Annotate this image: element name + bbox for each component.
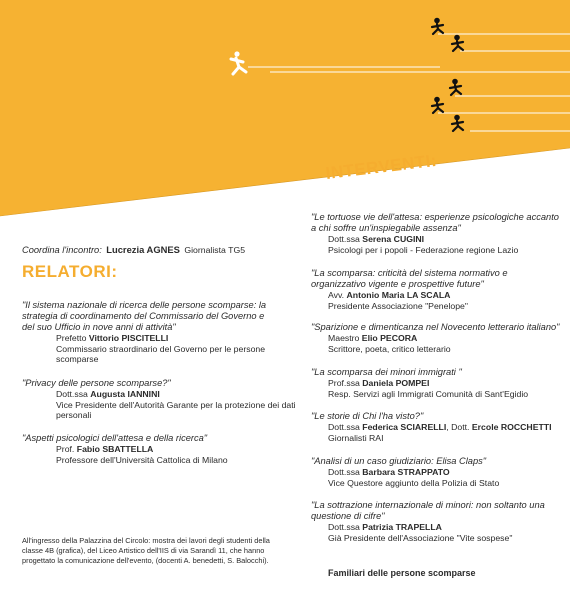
speaker-role: Resp. Servizi agli Immigrati Comunità di Sant'Egidio bbox=[328, 388, 529, 399]
speaker: Dott.ssa Augusta IANNINI bbox=[56, 389, 160, 399]
relatore-item bbox=[22, 378, 296, 421]
talk-title: "Le storie di Chi l'ha visto?" bbox=[311, 411, 424, 421]
intervento-item bbox=[311, 268, 567, 311]
coordina-label: Coordina l'incontro: bbox=[22, 245, 102, 255]
talk-title: "La sottrazione internazionale di minori: non soltanto una bbox=[311, 500, 545, 510]
talk-title: "Analisi di un caso giudiziario: Elisa Claps" bbox=[311, 456, 487, 466]
interventi-heading: INTERVENTI: bbox=[324, 150, 439, 184]
speaker: Dott.ssa Federica SCIARELLI, Dott. Ercole ROCCHETTI bbox=[328, 422, 552, 432]
talk-title: organizzativo vigente e prospettive future" bbox=[311, 279, 484, 289]
relatori-heading: RELATORI: bbox=[22, 262, 118, 281]
talk-title: del suo Ufficio in nove anni di attività" bbox=[22, 322, 176, 332]
relatore-item bbox=[22, 433, 282, 465]
intervento-item bbox=[311, 411, 567, 443]
speaker-role: Presidente Associazione "Penelope" bbox=[328, 300, 468, 311]
talk-title: "Le tortuose vie dell'attesa: esperienze psicologiche accanto bbox=[311, 212, 559, 222]
intervento-item bbox=[311, 500, 567, 543]
talk-title: "La scomparsa dei minori immigrati " bbox=[311, 367, 462, 377]
speaker: Prefetto Vittorio PISCITELLI bbox=[56, 333, 169, 343]
talk-title: "Sparizione e dimenticanza nel Novecento letterario italiano" bbox=[311, 322, 560, 332]
speaker-role: Vice Presidente dell'Autorità Garante per la protezione dei dati bbox=[56, 399, 296, 410]
speaker: Dott.ssa Patrizia TRAPELLA bbox=[328, 522, 442, 532]
speaker-role: scomparse bbox=[56, 354, 99, 364]
speaker-role: Commissario straordinario del Governo per le persone bbox=[56, 343, 266, 354]
speaker-role: Scrittore, poeta, critico letterario bbox=[328, 343, 451, 354]
talk-title: "Privacy delle persone scomparse?" bbox=[22, 378, 171, 388]
coordina-name: Lucrezia AGNES bbox=[106, 244, 180, 255]
speaker-role: Professore dell'Università Cattolica di Milano bbox=[56, 454, 228, 465]
speaker: Prof. Fabio SBATTELLA bbox=[56, 444, 154, 454]
footer-note: All'ingresso della Palazzina del Circolo: mostra dei lavori degli studenti della classe 4B (grafica), del Liceo Artistico dell'IIS di via Sarandì 11, che hanno progettato la comunicazione dell'evento, (docenti A. benedetti, S. Balocchi). bbox=[22, 536, 270, 565]
talk-title: "La scomparsa: criticità del sistema normativo e bbox=[311, 268, 508, 278]
intervento-item bbox=[311, 456, 567, 488]
speaker: Avv. Antonio Maria LA SCALA bbox=[328, 290, 451, 300]
speaker-role: personali bbox=[56, 410, 92, 420]
speaker-role: Già Presidente dell'Associazione "Vite sospese" bbox=[328, 532, 513, 543]
intervento-item bbox=[311, 367, 567, 399]
intervento-item bbox=[311, 212, 567, 255]
talk-title: a chi soffre un'inspiegabile assenza" bbox=[311, 223, 461, 233]
talk-title: "Il sistema nazionale di ricerca delle persone scomparse: la bbox=[22, 300, 267, 310]
speaker-role: Psicologi per i popoli - Federazione regione Lazio bbox=[328, 244, 519, 255]
familiari-line: Familiari delle persone scomparse bbox=[328, 568, 476, 578]
coordina-line bbox=[22, 240, 245, 258]
talk-title: "Aspetti psicologici dell'attesa e della ricerca" bbox=[22, 433, 208, 443]
intervento-item bbox=[311, 322, 567, 354]
speaker-role: Giornalisti RAI bbox=[328, 432, 384, 443]
relatore-item bbox=[22, 300, 282, 365]
orange-wedge bbox=[0, 0, 570, 216]
speaker: Maestro Elio PECORA bbox=[328, 333, 418, 343]
speaker: Dott.ssa Barbara STRAPPATO bbox=[328, 467, 450, 477]
talk-title: strategia di coordinamento del Commissario del Governo e bbox=[22, 311, 265, 321]
speaker: Prof.ssa Daniela POMPEI bbox=[328, 378, 430, 388]
talk-title: questione di cifre" bbox=[311, 511, 385, 521]
speaker: Dott.ssa Serena CUGINI bbox=[328, 234, 425, 244]
coordina-role: Giornalista TG5 bbox=[184, 245, 246, 255]
speaker-role: Vice Questore aggiunto della Polizia di Stato bbox=[328, 477, 500, 488]
